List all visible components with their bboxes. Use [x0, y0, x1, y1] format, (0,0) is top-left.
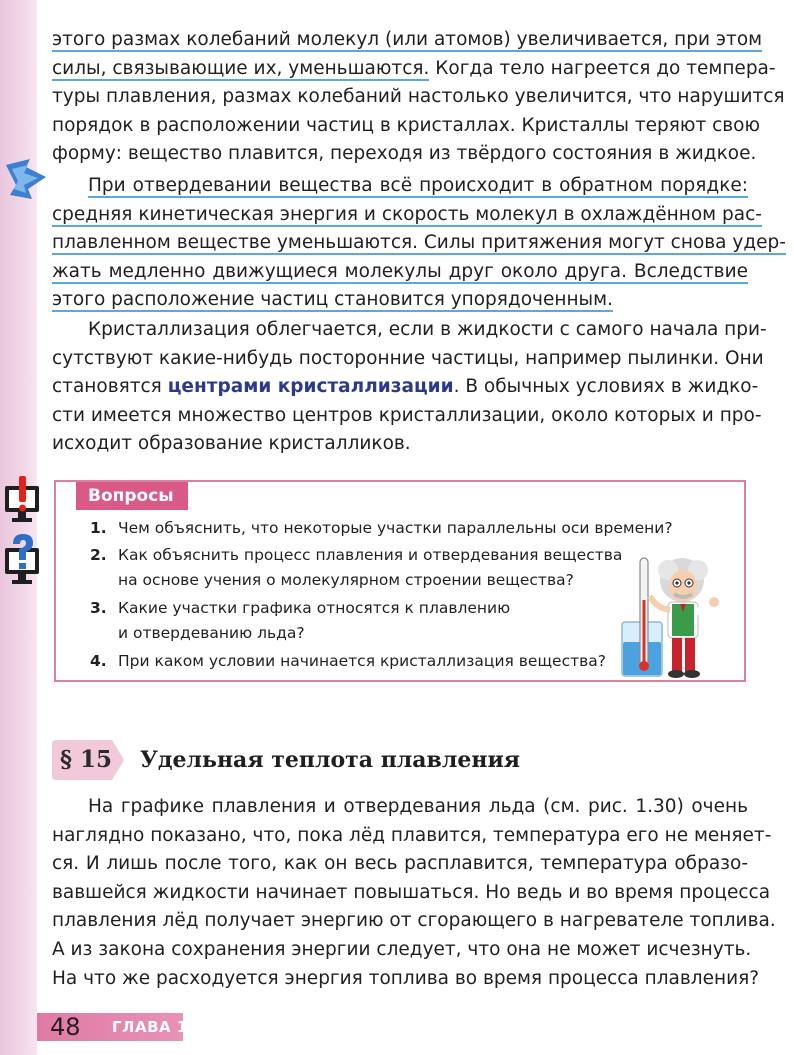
key-term: центрами кристаллизации [167, 376, 454, 398]
question-item: 4. При каком условии начинается кристаллизация вещества? [90, 652, 606, 670]
section-title: Удельная теплота плавления [140, 747, 521, 773]
underlined-text: этого размах колебаний молекул (или атомов) увеличивается, при этом [52, 29, 763, 50]
professor-thermometer-illustration [620, 550, 730, 680]
paragraph-crystallization: Кристаллизация облегчается, если в жидкости с самого начала при- сутствуют какие-нибудь посторонние частицы, например пылинки. Они становятся центрами кристаллизации. В обычных условиях в жидко- сти имеется множество центров кристаллизации, около которых и про- исходит образование кристалликов. [52, 319, 767, 455]
paragraph-heat-of-fusion: На графике плавления и отвердевания льда (см. рис. 1.30) очень наглядно показано, что, пока лёд плавится, температура его не меняет- ся. И лишь после того, как он весь расплавится, температура образо- вавшейся жидкости начинает повышаться. Но ведь и во время процесса плавления лёд получает энергию от сгорающего в нагревателе топлива. А из закона сохранения энергии следует, что она не может исчезнуть. На что же расходуется энергия топлива во время процесса плавления? [52, 796, 776, 989]
question-item: 3. Какие участки графика относятся к плавлению и отвердеванию льда? [90, 599, 511, 642]
paragraph-melting: этого размах колебаний молекул (или атомов) увеличивается, при этом силы, связывающие их, уменьшаются. Когда тело нагреется до темпера- туры плавления, размах колебаний настолько увеличится, что нарушится порядок в расположении частиц в кристаллах. Кристаллы теряют свою форму: вещество плавится, переходя из твёрдого состояния в жидкое. [52, 29, 785, 165]
underlined-text: силы, связывающие их, уменьшаются. [52, 57, 430, 79]
chapter-label: ГЛАВА 1 [112, 1018, 188, 1036]
underlined-text: При отвердевании вещества всё происходит в обратном порядке: [88, 175, 748, 196]
underlined-text: этого расположение частиц становится упорядоченным. [52, 289, 613, 311]
question-monitor-icon [2, 534, 42, 588]
underlined-text: плавленном веществе уменьшаются. Силы притяжения могут снова удер- [52, 232, 786, 254]
arrow-marker-icon [4, 155, 48, 203]
exclamation-monitor-icon [2, 476, 42, 526]
question-item: 2. Как объяснить процесс плавления и отвердевания вещества на основе учения о молекулярном строении вещества? [90, 546, 623, 589]
section-number: § 15 [60, 746, 113, 773]
page-number: 48 [50, 1013, 81, 1041]
questions-title: Вопросы [76, 482, 188, 510]
question-item: 1. Чем объяснить, что некоторые участки параллельны оси времени? [90, 519, 673, 537]
paragraph-solidification [52, 172, 786, 315]
underlined-text: жать медленно движущиеся молекулы друг около друга. Вследствие [52, 260, 748, 282]
underlined-text: средняя кинетическая энергия и скорость молекул в охлаждённом рас- [52, 203, 762, 225]
